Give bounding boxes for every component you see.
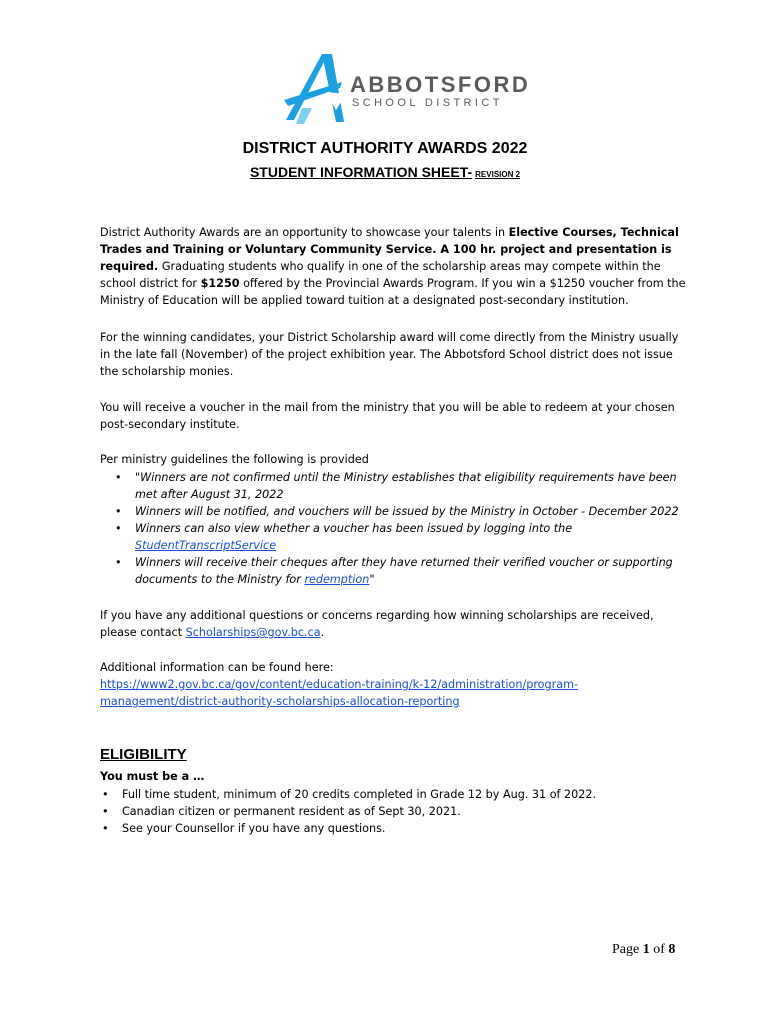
abbotsford-a-mark-icon [282, 52, 352, 127]
guideline-item [100, 520, 690, 554]
guideline-text: Winners can also view whether a voucher has been issued by logging into the [135, 522, 573, 535]
intro-text-1: District Authority Awards are an opportunity to showcase your talents in [100, 226, 509, 239]
voucher-paragraph: You will receive a voucher in the mail from the ministry that you will be able to redeem at your chosen post-secondary institute. [100, 401, 675, 431]
page-total: 8 [668, 942, 676, 957]
logo-name: ABBOTSFORD [350, 72, 531, 97]
page-number [612, 942, 675, 958]
eligibility-item: • Canadian citizen or permanent resident as of Sept 30, 2021. [100, 803, 690, 820]
ministry-info-link[interactable]: https://www2.gov.bc.ca/gov/content/education-training/k-12/administration/program-management/district-authority-scholarships-allocation-reporting [100, 678, 579, 708]
additional-info-paragraph [100, 659, 690, 710]
guideline-quote: " [369, 573, 375, 586]
intro-bold-amount: $1250 [200, 277, 240, 290]
guidelines-list [100, 469, 690, 588]
guideline-item: • Winners will be notified, and vouchers will be issued by the Ministry in October - December 2022 [100, 503, 690, 520]
contact-period: . [320, 626, 325, 639]
guidelines-intro: Per ministry guidelines the following is provided [100, 453, 369, 466]
additional-info-label: Additional information can be found here: [100, 661, 334, 674]
guideline-text: Winners will receive their cheques after they have returned their verified voucher or supporting documents to the Ministry for [135, 556, 673, 586]
guideline-item: • "Winners are not confirmed until the Ministry establishes that eligibility requirements have been met after August 31, 2022 [100, 469, 690, 503]
eligibility-subheading: You must be a … [100, 770, 205, 783]
contact-text: If you have any additional questions or concerns regarding how winning scholarships are received, please contact [100, 609, 654, 639]
document-title: DISTRICT AUTHORITY AWARDS 2022 [242, 140, 528, 157]
logo-subtitle: SCHOOL DISTRICT [352, 97, 503, 109]
student-transcript-service-link[interactable]: StudentTranscriptService [135, 539, 277, 552]
subtitle-text: STUDENT INFORMATION SHEET- [249, 164, 473, 180]
revision-label: REVISION 2 [475, 170, 521, 179]
eligibility-item: • See your Counsellor if you have any questions. [100, 820, 690, 837]
intro-bold-1: Elective Courses, Technical Trades and Training or Voluntary Community Service. A 100 hr. project and presentation is required. [100, 226, 679, 273]
eligibility-heading: ELIGIBILITY [100, 746, 187, 763]
page-current: 1 [642, 942, 650, 957]
page-of: of [653, 942, 665, 957]
document-subtitle [0, 164, 770, 180]
intro-text-2: Graduating students who qualify in one of the scholarship areas may compete within the school district for [100, 260, 661, 290]
abbotsford-logo [282, 52, 531, 127]
eligibility-item: • Full time student, minimum of 20 credits completed in Grade 12 by Aug. 31 of 2022. [100, 786, 690, 803]
eligibility-list [100, 786, 690, 837]
redemption-link[interactable]: redemption [304, 573, 370, 586]
intro-paragraph [100, 224, 690, 309]
guideline-item [100, 554, 690, 588]
page-label: Page [612, 942, 640, 957]
contact-paragraph [100, 607, 690, 641]
intro-text-3: offered by the Provincial Awards Program. If you win a $1250 voucher from the Ministry of Education will be applied toward tuition at a designated post-secondary institution. [100, 277, 686, 307]
scholarships-email-link[interactable]: Scholarships@gov.bc.ca [185, 626, 321, 639]
ministry-paragraph: For the winning candidates, your District Scholarship award will come directly from the Ministry usually in the late fall (November) of the project exhibition year. The Abbotsford School district does not issue the scholarship monies. [100, 331, 679, 378]
